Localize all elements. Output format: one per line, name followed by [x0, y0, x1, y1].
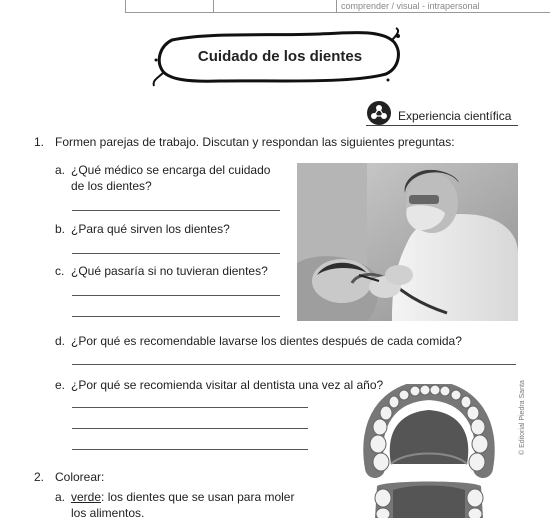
answer-line[interactable] [72, 428, 308, 429]
coloring-text: los alimentos. [71, 506, 145, 520]
question-text: ¿Para qué sirven los dientes? [71, 222, 230, 236]
answer-line[interactable] [72, 407, 308, 408]
publisher-credit: © Editorial Piedra Santa [519, 380, 526, 455]
molecule-icon [366, 100, 392, 126]
activity-number: 1. [34, 135, 45, 149]
question-text: ¿Qué pasaría si no tuvieran dientes? [71, 264, 268, 278]
question-letter: e. [55, 378, 66, 392]
coloring-item [71, 490, 294, 505]
skills-meta: comprender / visual - intrapersonal [341, 1, 480, 11]
question-letter: b. [55, 222, 66, 236]
answer-line[interactable] [72, 449, 308, 450]
page-title: Cuidado de los dientes [197, 48, 363, 65]
question-letter: c. [55, 264, 65, 278]
answer-line[interactable] [72, 210, 280, 211]
question-text: ¿Por qué se recomienda visitar al dentista una vez al año? [71, 378, 384, 392]
question-letter: a. [55, 163, 66, 177]
teeth-diagram [361, 384, 497, 518]
top-bar [0, 0, 550, 14]
activity-instruction: Colorear: [55, 470, 105, 484]
coloring-text: : los dientes que se usan para moler [101, 490, 295, 504]
activity-instruction: Formen parejas de trabajo. Discutan y respondan las siguientes preguntas: [55, 135, 455, 149]
divider [366, 125, 518, 126]
dentist-photo [297, 163, 518, 321]
activity-number: 2. [34, 470, 45, 484]
color-keyword: verde [71, 490, 102, 504]
section-label: Experiencia científica [398, 109, 512, 123]
section-header [366, 100, 526, 128]
answer-line[interactable] [72, 316, 280, 317]
divider [125, 12, 550, 13]
answer-line[interactable] [72, 253, 280, 254]
answer-line[interactable] [72, 364, 516, 365]
question-text: ¿Qué médico se encarga del cuidado [71, 163, 271, 177]
answer-line[interactable] [72, 295, 280, 296]
title-banner [150, 26, 410, 88]
question-text: de los dientes? [71, 179, 152, 193]
question-letter: a. [55, 490, 66, 504]
question-letter: d. [55, 334, 66, 348]
question-text: ¿Por qué es recomendable lavarse los dientes después de cada comida? [71, 334, 462, 348]
